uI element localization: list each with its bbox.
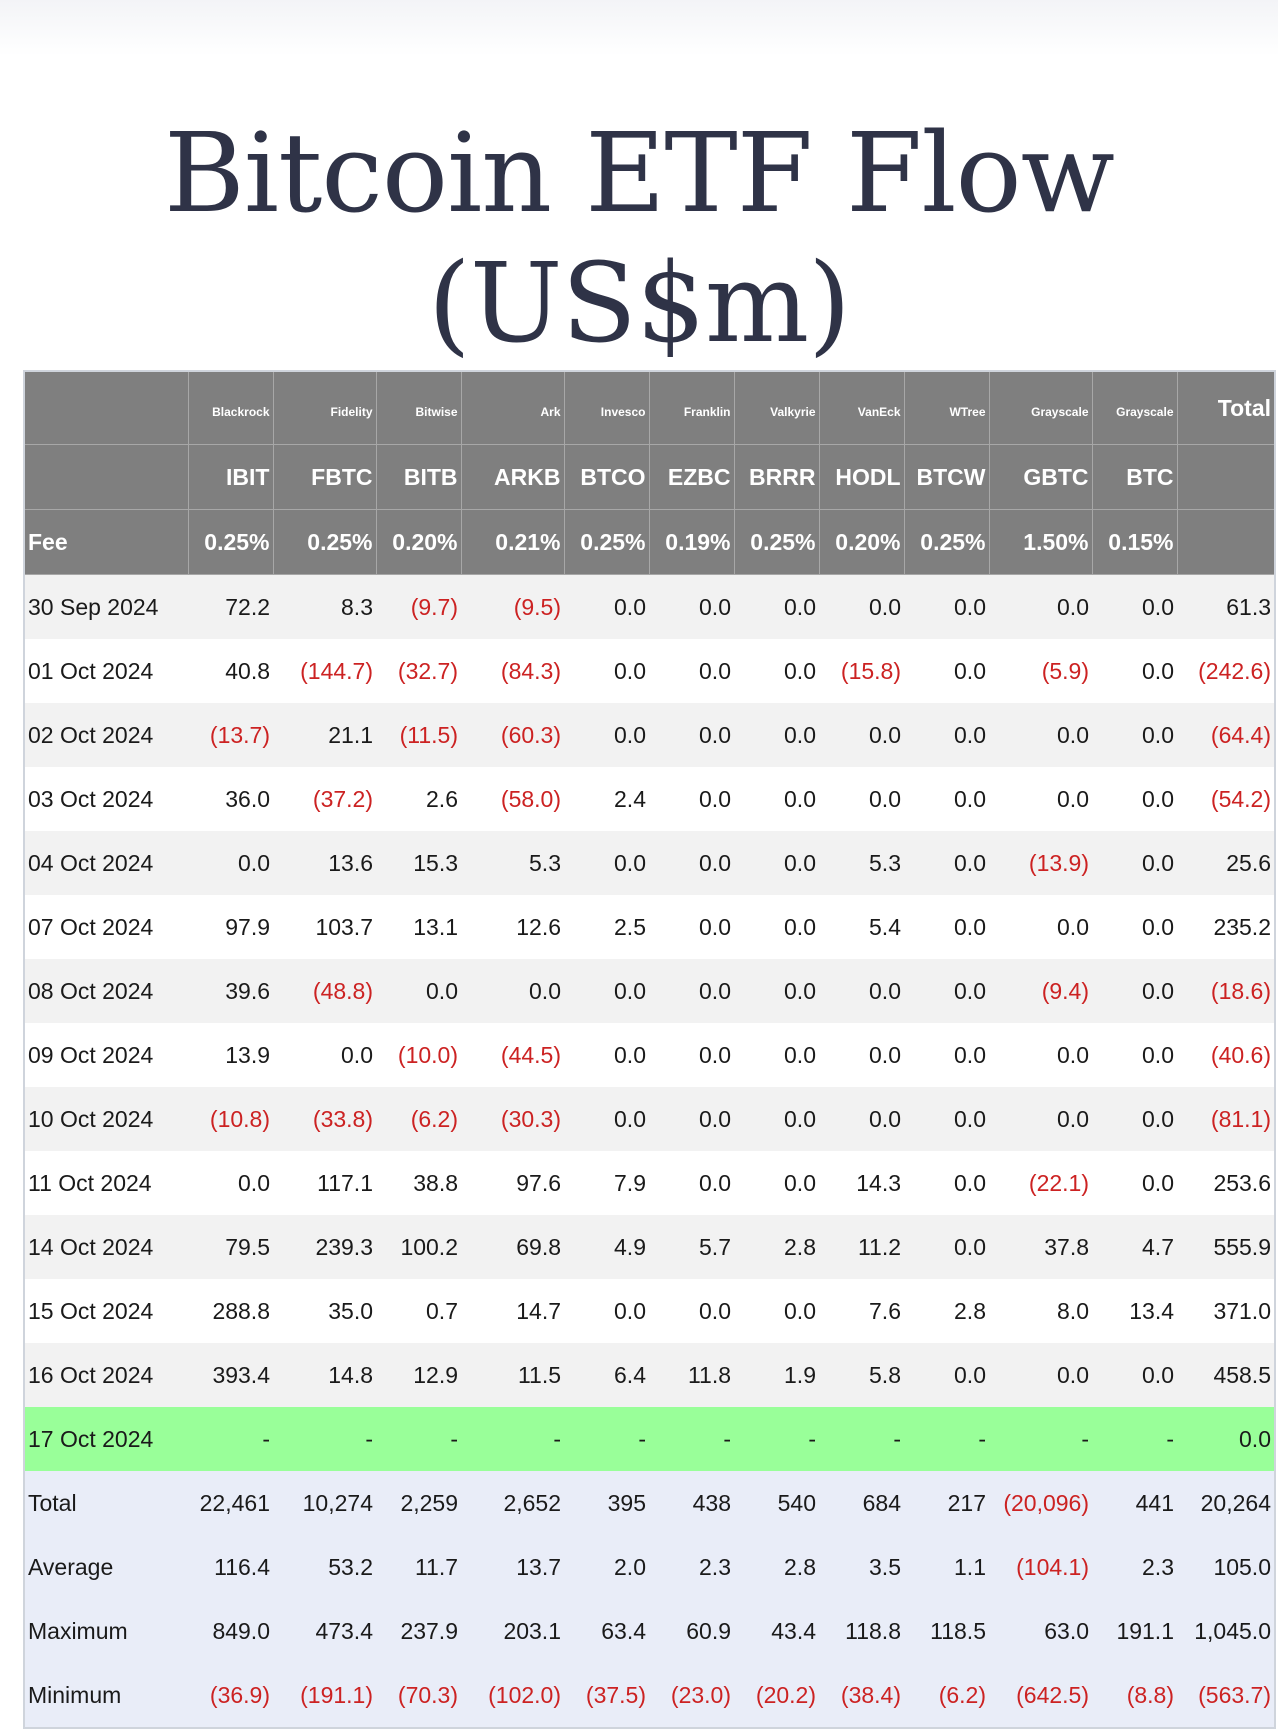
flow-value: 0.0: [529, 977, 561, 1004]
table-row: [24, 767, 1275, 831]
flow-value: 0.0: [784, 1297, 816, 1324]
flow-value: 5.7: [699, 1233, 731, 1260]
flow-value: -: [723, 1425, 731, 1452]
flow-value: (37.5): [585, 1681, 646, 1708]
flow-value: 0.0: [699, 1105, 731, 1132]
flow-value: 11.5: [517, 1361, 561, 1388]
issuer-header: Valkyrie: [734, 371, 819, 445]
flow-value: 79.5: [225, 1233, 270, 1260]
flow-value: 5.4: [869, 913, 901, 940]
ticker-header: EZBC: [649, 445, 734, 510]
flow-value: 0.0: [614, 977, 646, 1004]
summary-row: [24, 1663, 1275, 1728]
flow-value: 0.0: [1057, 1361, 1089, 1388]
flow-value: 69.8: [516, 1233, 561, 1260]
flow-value: 6.4: [614, 1361, 646, 1388]
flow-value: 14.7: [516, 1297, 561, 1324]
flow-value: 0.0: [954, 1233, 986, 1260]
flow-value: 100.2: [400, 1233, 458, 1260]
fee-value: 0.15%: [1092, 510, 1177, 575]
flow-value: 2.4: [614, 785, 646, 812]
flow-value: 0.0: [784, 849, 816, 876]
flow-value: 8.3: [341, 593, 373, 620]
flow-value: 2.3: [699, 1553, 731, 1580]
flow-value: (36.9): [209, 1681, 270, 1708]
row-total: 20,264: [1200, 1489, 1271, 1516]
total-header: Total: [1177, 371, 1275, 445]
flow-value: 0.0: [1142, 1361, 1174, 1388]
fee-value: 0.25%: [273, 510, 376, 575]
flow-value: 0.0: [954, 977, 986, 1004]
row-total: (54.2): [1210, 785, 1271, 812]
highlight-row: [24, 1407, 1275, 1471]
flow-value: 0.0: [614, 849, 646, 876]
table-row: [24, 703, 1275, 767]
flow-value: -: [553, 1425, 561, 1452]
table-row: [24, 1343, 1275, 1407]
flow-value: 217: [947, 1489, 986, 1516]
fee-value: 0.19%: [649, 510, 734, 575]
flow-value: 0.0: [954, 657, 986, 684]
flow-value: 0.0: [341, 1041, 373, 1068]
flow-value: 0.0: [954, 849, 986, 876]
flow-value: (642.5): [1016, 1681, 1089, 1708]
row-label: 09 Oct 2024: [28, 1041, 154, 1068]
flow-value: 0.0: [1057, 1105, 1089, 1132]
flow-value: (20,096): [1003, 1489, 1089, 1516]
flow-value: 0.0: [869, 977, 901, 1004]
flow-value: 22,461: [199, 1489, 270, 1516]
flow-value: 13.4: [1129, 1297, 1174, 1324]
flow-value: (48.8): [312, 977, 373, 1004]
ticker-header: FBTC: [273, 445, 376, 510]
flow-value: 0.0: [954, 593, 986, 620]
flow-value: -: [893, 1425, 901, 1452]
flow-value: 118.5: [930, 1617, 986, 1644]
flow-value: 0.0: [954, 1169, 986, 1196]
row-label: Maximum: [28, 1617, 128, 1644]
issuer-header: Fidelity: [273, 371, 376, 445]
flow-value: 239.3: [315, 1233, 373, 1260]
flow-value: 0.0: [954, 721, 986, 748]
flow-value: 0.0: [699, 977, 731, 1004]
fee-value: 0.25%: [188, 510, 273, 575]
flow-value: 11.2: [857, 1233, 901, 1260]
table-row: [24, 575, 1275, 640]
flow-value: 237.9: [400, 1617, 458, 1644]
flow-value: 5.3: [869, 849, 901, 876]
flow-value: 0.0: [784, 1105, 816, 1132]
flow-value: 11.7: [414, 1553, 458, 1580]
flow-value: -: [262, 1425, 270, 1452]
ticker-header: BRRR: [734, 445, 819, 510]
flow-value: 13.1: [413, 913, 458, 940]
fee-value: 0.20%: [819, 510, 904, 575]
row-label: 08 Oct 2024: [28, 977, 154, 1004]
table-row: [24, 1151, 1275, 1215]
flow-value: 39.6: [225, 977, 270, 1004]
table-row: [24, 639, 1275, 703]
row-total: 235.2: [1213, 913, 1271, 940]
row-label: 01 Oct 2024: [28, 657, 154, 684]
flow-value: 0.0: [426, 977, 458, 1004]
flow-value: 684: [862, 1489, 901, 1516]
row-total: (18.6): [1210, 977, 1271, 1004]
flow-value: 7.9: [614, 1169, 646, 1196]
flow-value: 5.8: [869, 1361, 901, 1388]
flow-value: 191.1: [1116, 1617, 1174, 1644]
row-label: 14 Oct 2024: [28, 1233, 154, 1260]
flow-value: 0.0: [699, 721, 731, 748]
row-total: (563.7): [1198, 1681, 1271, 1708]
flow-value: 37.8: [1044, 1233, 1089, 1260]
summary-row: [24, 1471, 1275, 1535]
flow-value: 10,274: [302, 1489, 373, 1516]
flow-value: 0.0: [784, 913, 816, 940]
ticker-header: HODL: [819, 445, 904, 510]
fee-value: 1.50%: [989, 510, 1092, 575]
row-label: 03 Oct 2024: [28, 785, 154, 812]
flow-value: 0.0: [614, 1105, 646, 1132]
flow-value: 0.0: [699, 913, 731, 940]
flow-value: -: [1166, 1425, 1174, 1452]
issuer-header: WTree: [904, 371, 989, 445]
flow-value: 116.4: [214, 1553, 270, 1580]
row-total: 555.9: [1213, 1233, 1271, 1260]
flow-value: 0.0: [1057, 1041, 1089, 1068]
row-label: 15 Oct 2024: [28, 1297, 154, 1324]
flow-value: 117.1: [317, 1169, 373, 1196]
row-total: 253.6: [1213, 1169, 1271, 1196]
flow-value: 14.8: [328, 1361, 373, 1388]
row-label: 02 Oct 2024: [28, 721, 154, 748]
issuer-header: Franklin: [649, 371, 734, 445]
etf-flow-table: [23, 370, 1276, 1729]
flow-value: 0.0: [1057, 785, 1089, 812]
flow-value: 0.0: [238, 849, 270, 876]
ticker-header: ARKB: [461, 445, 564, 510]
flow-value: 72.2: [225, 593, 270, 620]
flow-value: (70.3): [397, 1681, 458, 1708]
issuer-header: VanEck: [819, 371, 904, 445]
issuer-header: Blackrock: [188, 371, 273, 445]
row-label: 30 Sep 2024: [28, 593, 159, 620]
flow-value: 540: [777, 1489, 816, 1516]
flow-value: (44.5): [500, 1041, 561, 1068]
summary-row: [24, 1599, 1275, 1663]
fee-header-empty: [1177, 510, 1275, 575]
page-title: Bitcoin ETF Flow (US$m): [164, 109, 1114, 367]
flow-value: 103.7: [315, 913, 373, 940]
flow-value: 0.0: [699, 1041, 731, 1068]
flow-value: (60.3): [500, 721, 561, 748]
flow-value: (11.5): [399, 721, 458, 748]
flow-value: 0.0: [238, 1169, 270, 1196]
flow-value: 0.7: [426, 1297, 458, 1324]
flow-value: (23.0): [670, 1681, 731, 1708]
flow-value: (6.2): [938, 1681, 986, 1708]
flow-value: 0.0: [699, 1297, 731, 1324]
flow-value: -: [978, 1425, 986, 1452]
flow-value: 393.4: [212, 1361, 270, 1388]
flow-value: 36.0: [225, 785, 270, 812]
flow-value: 8.0: [1057, 1297, 1089, 1324]
flow-value: 0.0: [869, 593, 901, 620]
fee-value: 0.25%: [564, 510, 649, 575]
flow-value: 0.0: [784, 657, 816, 684]
flow-value: (5.9): [1041, 657, 1089, 684]
flow-value: 4.7: [1142, 1233, 1174, 1260]
row-total: 371.0: [1213, 1297, 1271, 1324]
ticker-header: GBTC: [989, 445, 1092, 510]
flow-value: 21.1: [328, 721, 373, 748]
row-label: 17 Oct 2024: [28, 1425, 154, 1452]
ticker-header: BTC: [1092, 445, 1177, 510]
header-corner: [24, 445, 188, 510]
flow-value: 0.0: [1057, 721, 1089, 748]
row-label: 10 Oct 2024: [28, 1105, 154, 1132]
flow-value: 0.0: [869, 1105, 901, 1132]
flow-value: (33.8): [312, 1105, 373, 1132]
flow-value: 0.0: [1057, 593, 1089, 620]
flow-value: (38.4): [840, 1681, 901, 1708]
flow-value: 0.0: [954, 913, 986, 940]
flow-value: 2,652: [503, 1489, 561, 1516]
row-total: 458.5: [1213, 1361, 1271, 1388]
flow-value: 13.9: [225, 1041, 270, 1068]
row-total: 0.0: [1239, 1425, 1271, 1452]
flow-value: 0.0: [784, 721, 816, 748]
flow-value: 0.0: [869, 1041, 901, 1068]
table-row: [24, 895, 1275, 959]
flow-value: 5.3: [529, 849, 561, 876]
flow-value: 3.5: [869, 1553, 901, 1580]
flow-value: 40.8: [225, 657, 270, 684]
issuer-header: Invesco: [564, 371, 649, 445]
flow-value: 0.0: [784, 785, 816, 812]
flow-value: 97.6: [516, 1169, 561, 1196]
flow-value: 0.0: [699, 657, 731, 684]
flow-value: -: [808, 1425, 816, 1452]
flow-value: (144.7): [300, 657, 373, 684]
flow-value: 12.6: [516, 913, 561, 940]
fee-value: 0.25%: [904, 510, 989, 575]
flow-value: 0.0: [1142, 977, 1174, 1004]
fee-header-row: [24, 510, 1275, 575]
flow-value: 0.0: [1142, 849, 1174, 876]
row-total: 105.0: [1213, 1553, 1271, 1580]
fee-value: 0.20%: [376, 510, 461, 575]
flow-value: (32.7): [397, 657, 458, 684]
flow-value: 0.0: [784, 593, 816, 620]
flow-value: 0.0: [869, 721, 901, 748]
flow-value: 0.0: [699, 593, 731, 620]
issuer-header: Ark: [461, 371, 564, 445]
flow-value: 2,259: [400, 1489, 458, 1516]
table-body: [24, 575, 1275, 1729]
flow-value: 13.6: [328, 849, 373, 876]
flow-value: 473.4: [315, 1617, 373, 1644]
flow-value: 12.9: [413, 1361, 458, 1388]
flow-value: 0.0: [869, 785, 901, 812]
row-label: Total: [28, 1489, 77, 1516]
flow-value: 0.0: [784, 1169, 816, 1196]
summary-row: [24, 1535, 1275, 1599]
top-band: [0, 0, 1278, 56]
table-row: [24, 1279, 1275, 1343]
header-corner: [24, 371, 188, 445]
flow-value: 0.0: [699, 785, 731, 812]
flow-value: 2.8: [954, 1297, 986, 1324]
flow-value: 97.9: [225, 913, 270, 940]
row-total: 25.6: [1226, 849, 1271, 876]
flow-value: 0.0: [954, 1105, 986, 1132]
flow-value: (10.8): [209, 1105, 270, 1132]
ticker-header: BITB: [376, 445, 461, 510]
flow-value: 0.0: [1142, 1169, 1174, 1196]
issuer-header-row: [24, 371, 1275, 445]
flow-value: 0.0: [784, 977, 816, 1004]
table-row: [24, 1215, 1275, 1279]
flow-value: 288.8: [212, 1297, 270, 1324]
flow-value: 0.0: [1142, 913, 1174, 940]
flow-value: 395: [607, 1489, 646, 1516]
flow-value: (15.8): [840, 657, 901, 684]
issuer-header: Bitwise: [376, 371, 461, 445]
row-total: 61.3: [1226, 593, 1271, 620]
flow-value: 0.0: [1142, 1041, 1174, 1068]
flow-value: 63.4: [601, 1617, 646, 1644]
flow-value: 0.0: [699, 1169, 731, 1196]
flow-value: 15.3: [413, 849, 458, 876]
flow-value: 1.1: [954, 1553, 986, 1580]
ticker-header-empty: [1177, 445, 1275, 510]
fee-label: Fee: [24, 510, 188, 575]
flow-value: 2.6: [426, 785, 458, 812]
ticker-header-row: [24, 445, 1275, 510]
flow-value: 53.2: [328, 1553, 373, 1580]
flow-value: 203.1: [503, 1617, 561, 1644]
issuer-header: Grayscale: [1092, 371, 1177, 445]
flow-value: 0.0: [954, 1041, 986, 1068]
flow-value: 0.0: [954, 785, 986, 812]
ticker-header: BTCO: [564, 445, 649, 510]
flow-value: (191.1): [300, 1681, 373, 1708]
flow-value: (6.2): [410, 1105, 458, 1132]
flow-value: 2.0: [614, 1553, 646, 1580]
flow-value: 0.0: [614, 593, 646, 620]
flow-value: 0.0: [1142, 657, 1174, 684]
flow-value: 0.0: [614, 721, 646, 748]
row-total: 1,045.0: [1194, 1617, 1271, 1644]
issuer-header: Grayscale: [989, 371, 1092, 445]
fee-value: 0.25%: [734, 510, 819, 575]
row-total: (242.6): [1198, 657, 1271, 684]
flow-value: (13.7): [209, 721, 270, 748]
flow-value: -: [638, 1425, 646, 1452]
flow-value: (104.1): [1016, 1553, 1089, 1580]
row-label: Average: [28, 1553, 114, 1580]
flow-value: (9.7): [410, 593, 458, 620]
flow-value: (8.8): [1126, 1681, 1174, 1708]
flow-value: 2.8: [784, 1553, 816, 1580]
row-label: 07 Oct 2024: [28, 913, 154, 940]
flow-value: 438: [692, 1489, 731, 1516]
ticker-header: IBIT: [188, 445, 273, 510]
flow-value: 2.8: [784, 1233, 816, 1260]
flow-value: (9.4): [1041, 977, 1089, 1004]
flow-value: -: [365, 1425, 373, 1452]
row-total: (64.4): [1210, 721, 1271, 748]
flow-value: 0.0: [699, 849, 731, 876]
flow-value: 0.0: [1142, 593, 1174, 620]
flow-value: (37.2): [312, 785, 373, 812]
table-row: [24, 831, 1275, 895]
flow-value: 11.8: [687, 1361, 731, 1388]
flow-value: 0.0: [1142, 785, 1174, 812]
table-row: [24, 1023, 1275, 1087]
flow-value: 0.0: [784, 1041, 816, 1068]
flow-value: (10.0): [397, 1041, 458, 1068]
flow-value: (20.2): [755, 1681, 816, 1708]
row-label: 11 Oct 2024: [28, 1169, 152, 1196]
flow-value: 43.4: [771, 1617, 816, 1644]
flow-value: 441: [1135, 1489, 1174, 1516]
flow-value: (22.1): [1028, 1169, 1089, 1196]
flow-value: (13.9): [1028, 849, 1089, 876]
flow-value: 849.0: [212, 1617, 270, 1644]
flow-value: 0.0: [1057, 913, 1089, 940]
flow-value: (30.3): [500, 1105, 561, 1132]
flow-value: 4.9: [614, 1233, 646, 1260]
flow-value: 0.0: [1142, 721, 1174, 748]
flow-value: 118.8: [845, 1617, 901, 1644]
row-label: 16 Oct 2024: [28, 1361, 154, 1388]
flow-value: 0.0: [1142, 1105, 1174, 1132]
flow-value: -: [1081, 1425, 1089, 1452]
row-label: Minimum: [28, 1681, 122, 1708]
flow-value: 2.3: [1142, 1553, 1174, 1580]
flow-value: 63.0: [1044, 1617, 1089, 1644]
flow-value: 35.0: [328, 1297, 373, 1324]
row-label: 04 Oct 2024: [28, 849, 154, 876]
flow-value: 38.8: [413, 1169, 458, 1196]
flow-value: (9.5): [513, 593, 561, 620]
flow-value: 0.0: [954, 1361, 986, 1388]
flow-value: 0.0: [614, 657, 646, 684]
table-row: [24, 959, 1275, 1023]
flow-value: 1.9: [784, 1361, 816, 1388]
flow-value: 14.3: [856, 1169, 901, 1196]
flow-value: 0.0: [614, 1041, 646, 1068]
flow-value: -: [450, 1425, 458, 1452]
table-row: [24, 1087, 1275, 1151]
flow-value: (58.0): [500, 785, 561, 812]
flow-value: 13.7: [516, 1553, 561, 1580]
flow-value: 2.5: [614, 913, 646, 940]
flow-value: (84.3): [500, 657, 561, 684]
flow-value: 0.0: [614, 1297, 646, 1324]
row-total: (81.1): [1210, 1105, 1271, 1132]
flow-value: 7.6: [869, 1297, 901, 1324]
row-total: (40.6): [1210, 1041, 1271, 1068]
flow-value: (102.0): [488, 1681, 561, 1708]
flow-value: 60.9: [686, 1617, 731, 1644]
ticker-header: BTCW: [904, 445, 989, 510]
fee-value: 0.21%: [461, 510, 564, 575]
